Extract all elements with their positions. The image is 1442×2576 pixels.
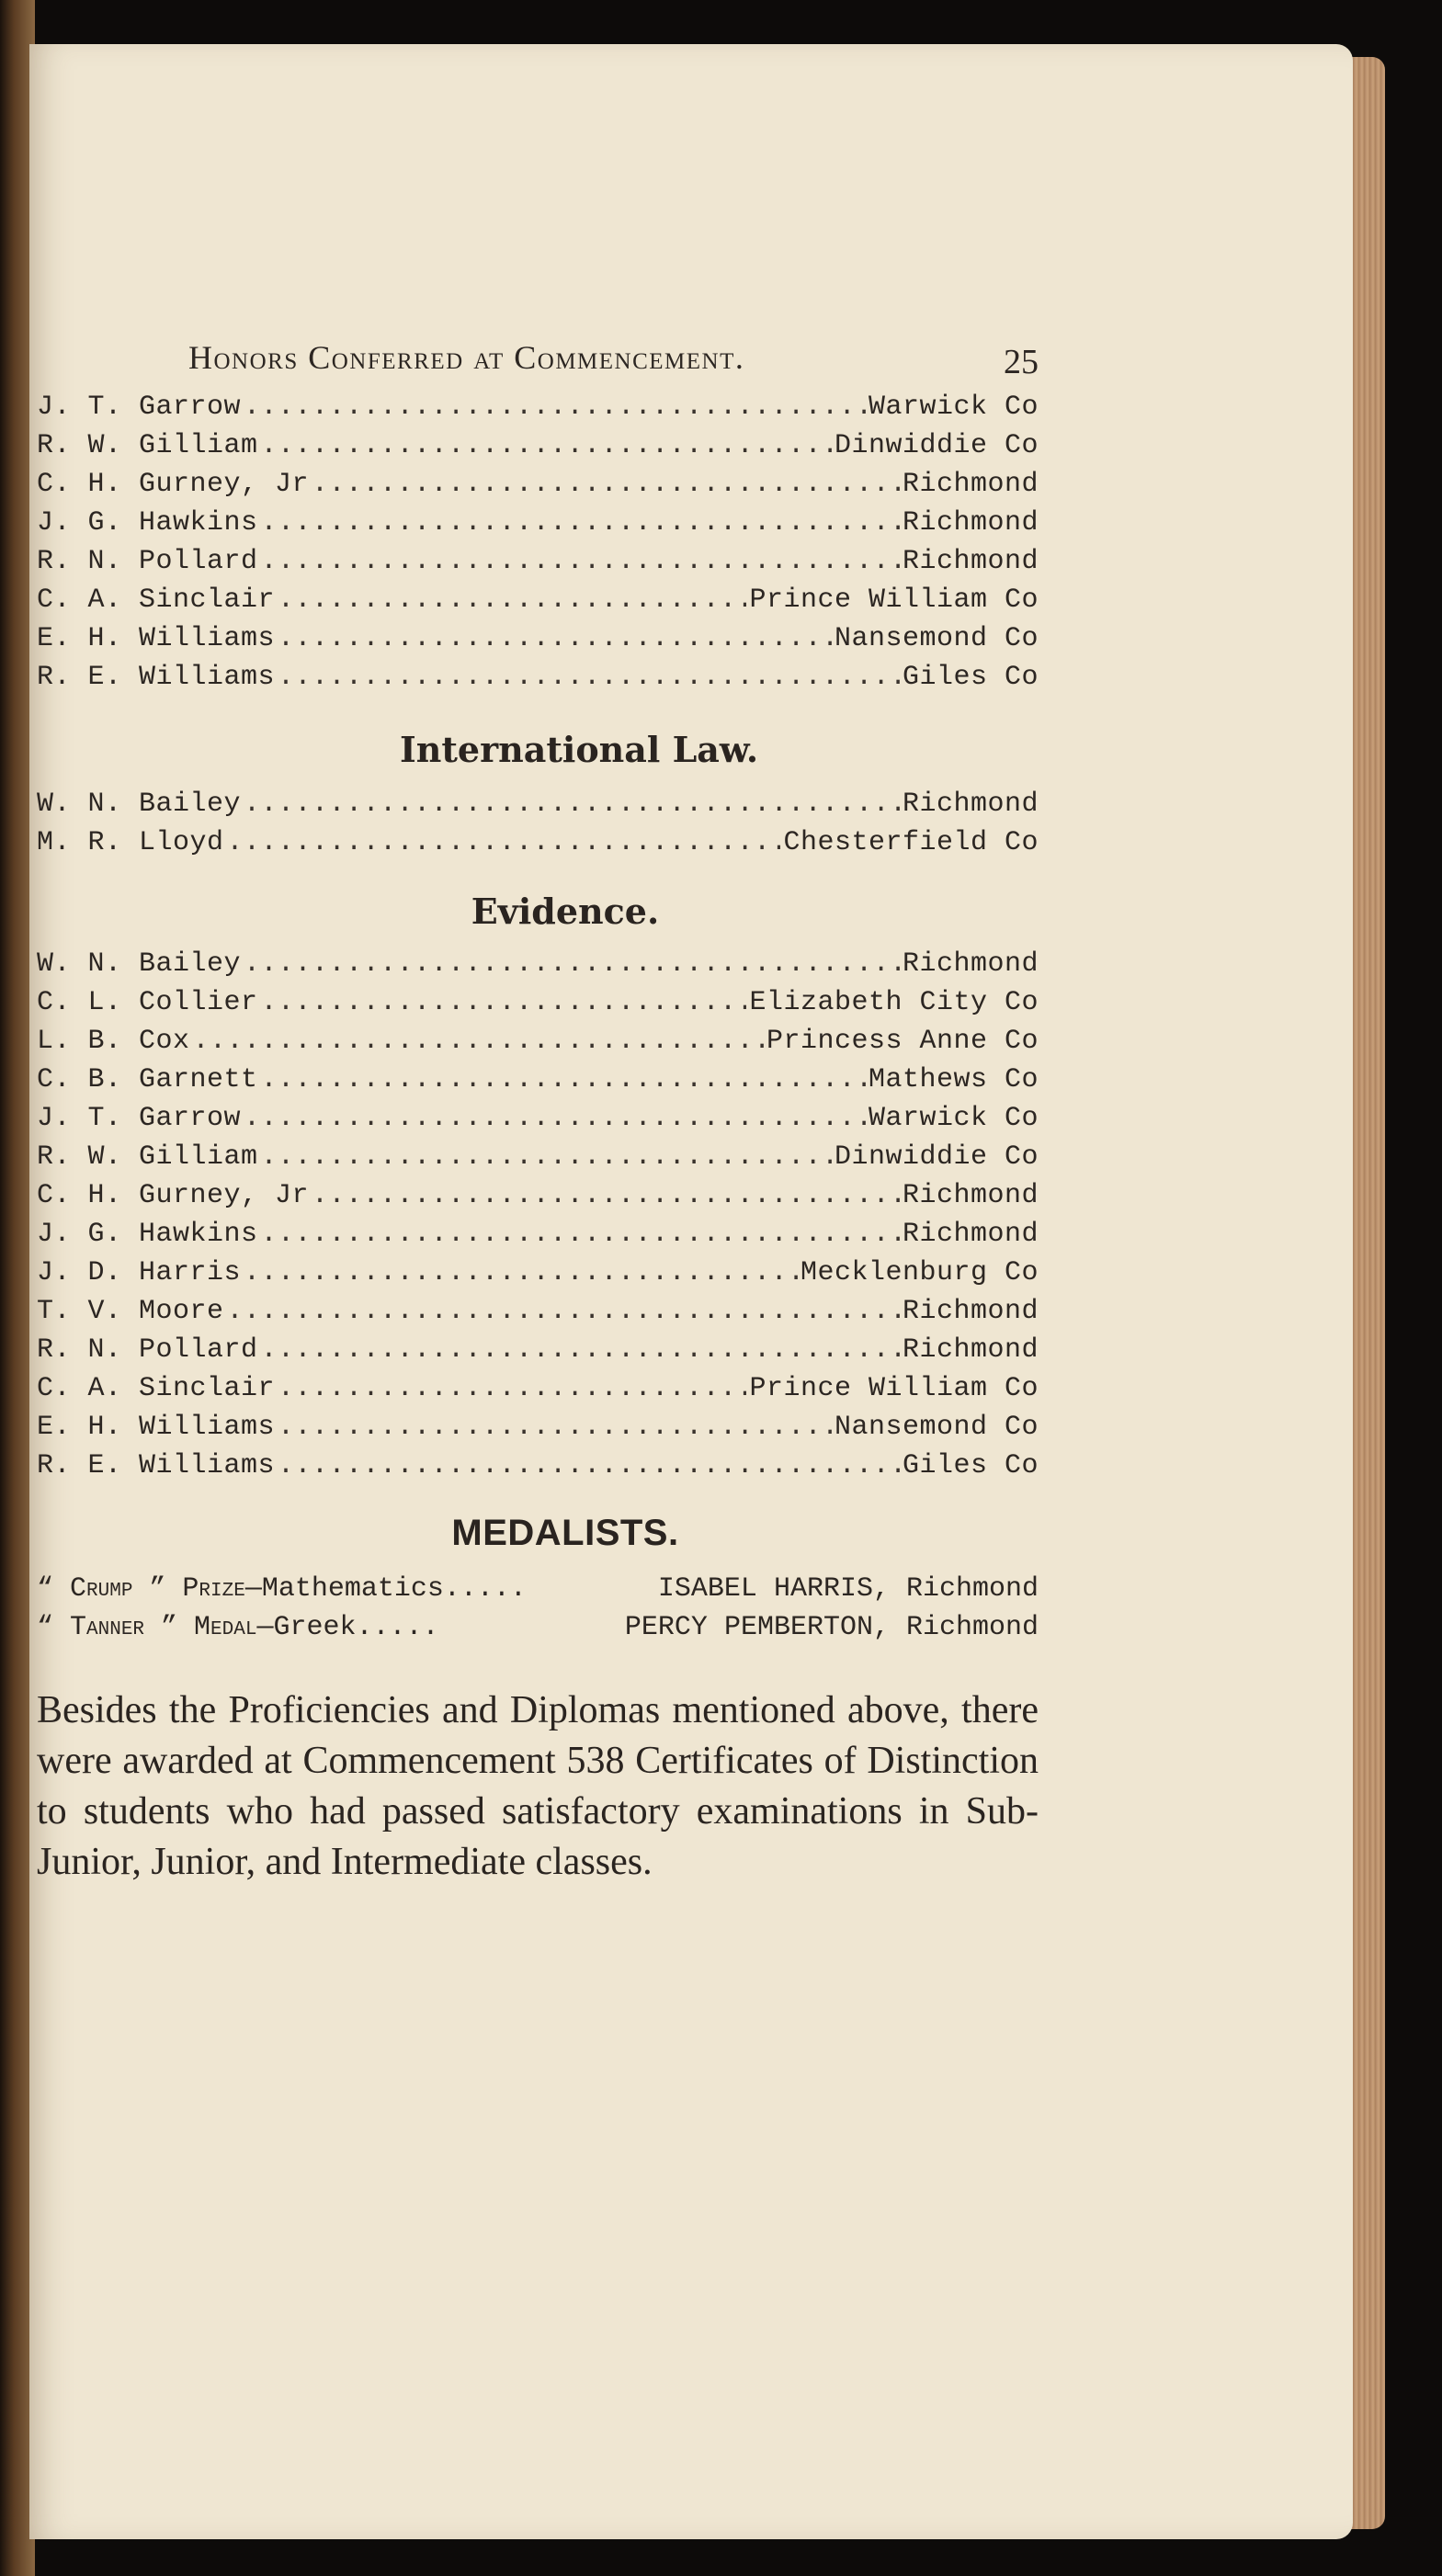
entry-place: Mathews Co bbox=[868, 1064, 1039, 1095]
page-number: 25 bbox=[1004, 343, 1039, 381]
dot-leader bbox=[227, 1296, 900, 1327]
entry-name: W. N. Bailey bbox=[37, 789, 242, 820]
entry-name: R. W. Gilliam bbox=[37, 1141, 258, 1173]
dot-leader bbox=[278, 623, 832, 654]
entry-place: Giles Co bbox=[902, 662, 1039, 693]
medal-award: “ Crump ” Prize bbox=[37, 1573, 245, 1605]
entry-place: Richmond bbox=[902, 1296, 1039, 1327]
entry-place: Warwick Co bbox=[868, 392, 1039, 423]
dot-leader bbox=[261, 1141, 832, 1173]
medal-recipient: PERCY PEMBERTON, Richmond bbox=[624, 1612, 1039, 1643]
entry-name: R. N. Pollard bbox=[37, 1334, 258, 1366]
dot-leader bbox=[261, 430, 832, 461]
entry-place: Nansemond Co bbox=[834, 623, 1039, 654]
entry-name: C. B. Garnett bbox=[37, 1064, 258, 1095]
entry-place: Richmond bbox=[902, 507, 1039, 539]
entry-place: Richmond bbox=[902, 546, 1039, 577]
honor-entry bbox=[37, 1373, 1039, 1412]
medal-row bbox=[37, 1573, 1039, 1612]
honor-entry bbox=[37, 469, 1039, 507]
dot-leader bbox=[244, 789, 900, 820]
entry-name: J. D. Harris bbox=[37, 1257, 242, 1288]
dot-leader bbox=[278, 584, 746, 616]
honor-entry bbox=[37, 1219, 1039, 1257]
entry-place: Princess Anne Co bbox=[766, 1026, 1039, 1057]
medal-subject: —Mathematics bbox=[244, 1573, 444, 1605]
honor-entry bbox=[37, 546, 1039, 584]
entry-place: Richmond bbox=[902, 789, 1039, 820]
page-content bbox=[37, 338, 1039, 1888]
entry-name: W. N. Bailey bbox=[37, 948, 242, 980]
entry-place: Elizabeth City Co bbox=[749, 987, 1039, 1018]
entry-name: C. H. Gurney, Jr bbox=[37, 1180, 310, 1211]
honor-entry bbox=[37, 392, 1039, 430]
honor-entry bbox=[37, 1334, 1039, 1373]
dot-leader bbox=[261, 1064, 866, 1095]
evidence-list bbox=[37, 948, 1039, 1489]
entry-name: R. N. Pollard bbox=[37, 546, 258, 577]
dot-leader bbox=[278, 1373, 746, 1404]
honor-entry bbox=[37, 1064, 1039, 1103]
honor-entry bbox=[37, 430, 1039, 469]
entry-place: Richmond bbox=[902, 469, 1039, 500]
honor-entry bbox=[37, 827, 1039, 866]
medalists-list bbox=[37, 1573, 1039, 1651]
honor-entry bbox=[37, 1026, 1039, 1064]
entry-place: Dinwiddie Co bbox=[834, 430, 1039, 461]
entry-place: Mecklenburg Co bbox=[800, 1257, 1039, 1288]
section-heading-international-law: International Law. bbox=[399, 729, 759, 770]
entry-name: J. T. Garrow bbox=[37, 392, 242, 423]
entry-place: Richmond bbox=[902, 1180, 1039, 1211]
running-head-title: Honors Conferred at Commencement. bbox=[188, 339, 745, 376]
dot-leader bbox=[312, 1180, 900, 1211]
section-heading-medalists: MEDALISTS. bbox=[451, 1513, 679, 1553]
entry-place: Chesterfield Co bbox=[783, 827, 1039, 858]
dot-leader bbox=[261, 1334, 900, 1366]
dot-leader bbox=[261, 507, 900, 539]
honor-entry bbox=[37, 1257, 1039, 1296]
entry-place: Warwick Co bbox=[868, 1103, 1039, 1134]
entry-name: T. V. Moore bbox=[37, 1296, 224, 1327]
entry-place: Richmond bbox=[902, 948, 1039, 980]
entry-name: J. G. Hawkins bbox=[37, 1219, 258, 1250]
honors-list-continued bbox=[37, 392, 1039, 700]
section-heading-evidence: Evidence. bbox=[471, 891, 660, 932]
dot-leader bbox=[193, 1026, 764, 1057]
entry-name: C. L. Collier bbox=[37, 987, 258, 1018]
entry-name: C. H. Gurney, Jr bbox=[37, 469, 310, 500]
entry-place: Richmond bbox=[902, 1219, 1039, 1250]
dot-leader bbox=[261, 987, 747, 1018]
dot-leader bbox=[278, 662, 900, 693]
entry-name: R. E. Williams bbox=[37, 662, 276, 693]
entry-name: J. T. Garrow bbox=[37, 1103, 242, 1134]
honor-entry bbox=[37, 1103, 1039, 1141]
closing-paragraph: Besides the Proficiencies and Diplomas mentioned above, there were awarded at Commencement 538 Certificates of Distinction to students who had passed satisfactory examinations in Sub-Junior, Junior, and Intermediate classes. bbox=[37, 1689, 1039, 1883]
medal-subject: —Greek bbox=[256, 1612, 357, 1643]
medal-award-line bbox=[37, 1573, 527, 1605]
honor-entry bbox=[37, 987, 1039, 1026]
entry-name: E. H. Williams bbox=[37, 623, 276, 654]
entry-name: J. G. Hawkins bbox=[37, 507, 258, 539]
honor-entry bbox=[37, 662, 1039, 700]
entry-place: Prince William Co bbox=[749, 1373, 1039, 1404]
running-head bbox=[37, 338, 1039, 392]
entry-place: Nansemond Co bbox=[834, 1412, 1039, 1443]
dot-leader bbox=[261, 1219, 900, 1250]
honor-entry bbox=[37, 948, 1039, 987]
honor-entry bbox=[37, 1450, 1039, 1489]
medal-recipient: ISABEL HARRIS, Richmond bbox=[657, 1573, 1039, 1605]
entry-place: Prince William Co bbox=[749, 584, 1039, 616]
honor-entry bbox=[37, 584, 1039, 623]
dot-leader bbox=[261, 546, 900, 577]
honor-entry bbox=[37, 507, 1039, 546]
entry-name: C. A. Sinclair bbox=[37, 584, 276, 616]
dot-leader bbox=[227, 827, 781, 858]
entry-place: Richmond bbox=[902, 1334, 1039, 1366]
honor-entry bbox=[37, 1180, 1039, 1219]
dot-leader bbox=[244, 1103, 866, 1134]
entry-name: L. B. Cox bbox=[37, 1026, 190, 1057]
medal-row bbox=[37, 1612, 1039, 1651]
entry-place: Giles Co bbox=[902, 1450, 1039, 1481]
dot-leader bbox=[244, 392, 866, 423]
medal-award: “ Tanner ” Medal bbox=[37, 1612, 257, 1643]
international-law-list bbox=[37, 789, 1039, 866]
dot-leader bbox=[312, 469, 900, 500]
entry-name: R. W. Gilliam bbox=[37, 430, 258, 461]
dot-leader bbox=[244, 1257, 798, 1288]
dot-leader bbox=[244, 948, 900, 980]
entry-name: C. A. Sinclair bbox=[37, 1373, 276, 1404]
entry-name: M. R. Lloyd bbox=[37, 827, 224, 858]
honor-entry bbox=[37, 1296, 1039, 1334]
honor-entry bbox=[37, 789, 1039, 827]
medal-award-line bbox=[37, 1612, 439, 1643]
honor-entry bbox=[37, 623, 1039, 662]
medal-dots: ..... bbox=[356, 1612, 439, 1643]
entry-name: R. E. Williams bbox=[37, 1450, 276, 1481]
entry-name: E. H. Williams bbox=[37, 1412, 276, 1443]
medal-dots: ..... bbox=[443, 1573, 527, 1605]
dot-leader bbox=[278, 1412, 832, 1443]
dot-leader bbox=[278, 1450, 900, 1481]
entry-place: Dinwiddie Co bbox=[834, 1141, 1039, 1173]
honor-entry bbox=[37, 1412, 1039, 1450]
honor-entry bbox=[37, 1141, 1039, 1180]
